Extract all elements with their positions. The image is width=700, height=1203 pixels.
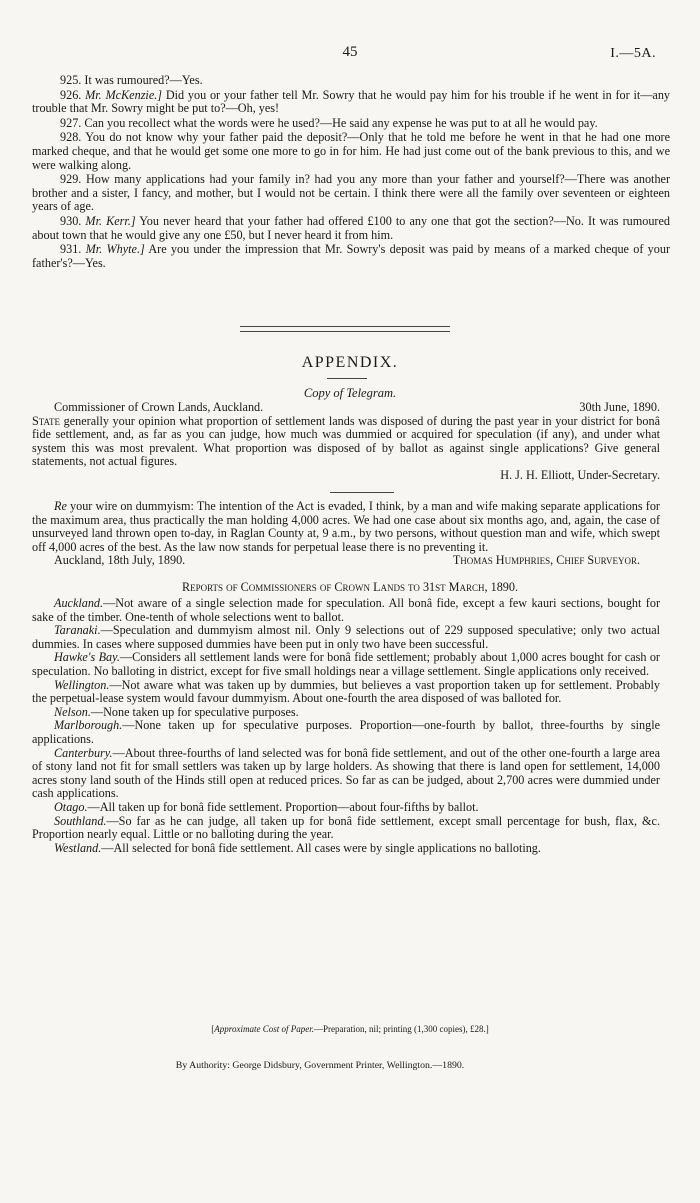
page-number: 45 [342,44,358,60]
evidence-section [32,74,670,270]
question-925: 925. It was rumoured?—Yes. [60,73,203,87]
reply-place-date: Auckland, 18th July, 1890. [54,553,186,568]
telegram-body: State generally your opinion what proportion of settlement lands was disposed of during the past year in your district for bonâ fide settlement, and, as far as you can judge, how much was dummied or acquired for speculation (if any), and under what system this was most prevalent. What proportion was disposed of by ballot as against single applications? Give general statements, not actual figures. [32,413,660,469]
telegram-header [32,401,660,415]
printing-cost-note: [Approximate Cost of Paper.—Preparation, nil; printing (1,300 copies), £28.] [211,1024,489,1034]
section-divider [240,326,450,332]
telegram-date: 30th June, 1890. [579,400,660,414]
reply-telegram [32,500,660,568]
question-927: 927. Can you recollect what the words were he used?—He said any expense he was put to at all he would pay. [60,115,598,130]
report-otago: Otago.—All taken up for bonâ fide settlement. Proportion—about four-fifths by ballot. [54,799,479,814]
report-taranaki: Taranaki.—Speculation and dummyism almost nil. Only 9 selections out of 229 supposed speculative; only two actual dummies. In cases where supposed dummies have been put in only two have been successful. [32,623,660,651]
telegram [32,401,660,483]
reports-list [32,597,660,855]
title-rule [327,378,367,379]
report-hawkes-bay: Hawke's Bay.—Considers all settlement lands were for bonâ fide settlement; probably about 1,000 acres bought for cash or speculation. No balloting in district, except for five small holdings near a village settlement. Single applications only received. [32,650,660,678]
appendix-title: APPENDIX. [301,354,399,371]
copy-of-telegram-heading: Copy of Telegram. [303,386,397,400]
question-929: 929. How many applications had your family in? had you any more than your father and yourself?—There was another brother and a sister, I fancy, and mother, but I would not be certain. I think there were all the family over seventeen or eighteen years of age. [32,172,671,214]
report-marlborough: Marlborough.—None taken up for speculative purposes. Proportion—one-fourth by ballot, three-fourths by single applications. [32,718,660,746]
reply-body: Re your wire on dummyism: The intention of the Act is evaded, I think, by a man and wife making separate applications for the maximum area, thus practically the man holding 4,000 acres. We had one case about six months ago, and, again, the case of unsurveyed land thrown open to-day, in Raglan County at, 9 a.m., by two persons, without question man and wife, which swept off 4,000 acres of the best. As the law now stands for perpetual lease there is no preventing it. [32,499,660,554]
question-930: 930. Mr. Kerr.] You never heard that your father had offered £100 to any one that got the section?—No. It was rumoured about town that he would give any one £50, but I never heard it from him. [32,213,670,242]
reply-signature: Thomas Humphries, Chief Surveyor. [452,553,640,568]
question-926: 926. Mr. McKenzie.] Did you or your father tell Mr. Sowry that he would pay him for his trouble if he went in for it—any trouble that Mr. Sowry might be put to?—Oh, yes! [32,87,671,116]
report-southland: Southland.—So far as he can judge, all taken up for bonâ fide settlement, except small percentage for bush, flax, &c. Proportion nearly equal. Little or no balloting during the year. [32,813,660,842]
printer-authority: By Authority: George Didsbury, Government Printer, Wellington.—1890. [175,1060,465,1071]
question-931: 931. Mr. Whyte.] Are you under the impression that Mr. Sowry's deposit was paid by means of a marked cheque of your father's?—Yes. [32,242,671,270]
telegram-rule [330,492,394,493]
reports-heading: Reports of Commissioners of Crown Lands to 31st March, 1890. [181,580,519,594]
report-auckland: Auckland.—Not aware of a single selection made for speculation. All bonâ fide, except a few kauri sections, bought for sake of the timber. One-tenth of whole selections went to ballot. [32,596,660,624]
reply-footer [32,554,660,568]
telegram-signature: H. J. H. Elliott, Under-Secretary. [500,467,660,482]
series-reference: I.—5A. [610,46,656,61]
report-nelson: Nelson.—None taken up for speculative purposes. [54,704,299,719]
report-westland: Westland.—All selected for bonâ fide settlement. All cases were by single applications no balloting. [54,840,541,855]
question-928: 928. You do not know why your father paid the deposit?—Only that he told me before he went in that he had one more marked cheque, and that he would get some one more to go in for him. He had just come out of the bank previous to this, and we were walking along. [32,130,670,172]
report-canterbury: Canterbury.—About three-fourths of land selected was for bonâ fide settlement, and out of the other one-fourth a large area of stony land not fit for small settlers was taken up by large holders. As showing that there is land open for settlement, 14,000 acres stony land south of the Hinds still open at reduced prices. So far as can be judged, about 2,700 acres were dummied under cash applications. [32,745,660,801]
report-wellington: Wellington.—Not aware what was taken up by dummies, but believes a vast proportion taken up for settlement. Probably the perpetual-lease system would favour dummyism. About one-fourth the area disposed of was balloted for. [32,677,660,706]
telegram-recipient: Commissioner of Crown Lands, Auckland. [54,400,264,414]
